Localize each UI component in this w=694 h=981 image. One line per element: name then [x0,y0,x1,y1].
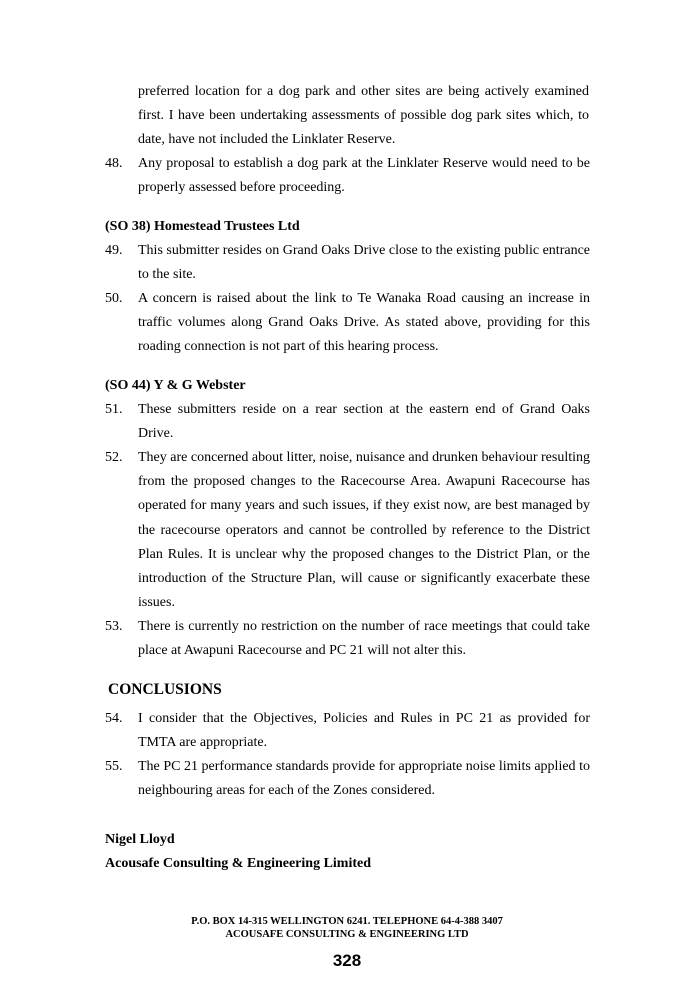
paragraph-number: 50. [105,291,123,306]
paragraph-text: This submitter resides on Grand Oaks Drive close to the existing public entrance to the site. [138,243,590,283]
footer-address: P.O. BOX 14-315 WELLINGTON 6241. TELEPHONE 64-4-388 3407 [191,916,503,927]
paragraph-number: 53. [105,619,123,634]
heading-so44: (SO 44) Y & G Webster [105,378,246,393]
paragraph-number: 51. [105,402,123,417]
paragraph-text: I consider that the Objectives, Policies and Rules in PC 21 as provided for TMTA are appropriate. [138,711,590,751]
footer-company: ACOUSAFE CONSULTING & ENGINEERING LTD [225,929,469,940]
signature-company: Acousafe Consulting & Engineering Limited [105,856,372,871]
page-number: 328 [332,951,362,970]
numbered-paragraph-53 [105,615,590,663]
numbered-paragraph-48 [105,152,590,200]
signature-name: Nigel Lloyd [105,832,175,847]
paragraph-number: 49. [105,243,123,258]
paragraph-number: 55. [105,759,123,774]
paragraph-number: 48. [105,156,123,171]
numbered-paragraph-54 [105,707,590,755]
numbered-paragraph-49 [105,239,590,287]
paragraph-text: Any proposal to establish a dog park at the Linklater Reserve would need to be properly assessed before proceeding. [138,156,590,196]
paragraph-number: 52. [105,450,123,465]
paragraph-text: There is currently no restriction on the number of race meetings that could take place at Awapuni Racecourse and PC 21 will not alter this. [138,619,590,659]
numbered-paragraph-50 [105,287,590,360]
paragraph-text: A concern is raised about the link to Te Wanaka Road causing an increase in traffic volumes along Grand Oaks Drive. As stated above, providing for this roading connection is not part of this hearing process. [138,291,590,355]
numbered-paragraph-51 [105,398,590,446]
heading-so38: (SO 38) Homestead Trustees Ltd [105,219,300,234]
numbered-paragraph-55 [105,755,590,803]
conclusions-heading: CONCLUSIONS [108,681,222,698]
numbered-paragraph-52 [105,446,590,615]
paragraph-number: 54. [105,711,123,726]
continuation-paragraph: preferred location for a dog park and other sites are being actively examined first. I have been undertaking assessments of possible dog park sites which, to date, have not included the Linklater Reserve. [138,84,589,148]
paragraph-text: The PC 21 performance standards provide for appropriate noise limits applied to neighbouring areas for each of the Zones considered. [138,759,590,799]
paragraph-text: They are concerned about litter, noise, nuisance and drunken behaviour resulting from the proposed changes to the Racecourse Area. Awapuni Racecourse has operated for many years and such issues, if they exist now, are best managed by the racecourse operators and cannot be controlled by reference to the District Plan Rules. It is unclear why the proposed changes to the District Plan, or the introduction of the Structure Plan, will cause or significantly exacerbate these issues. [138,450,590,611]
paragraph-text: These submitters reside on a rear section at the eastern end of Grand Oaks Drive. [138,402,590,442]
